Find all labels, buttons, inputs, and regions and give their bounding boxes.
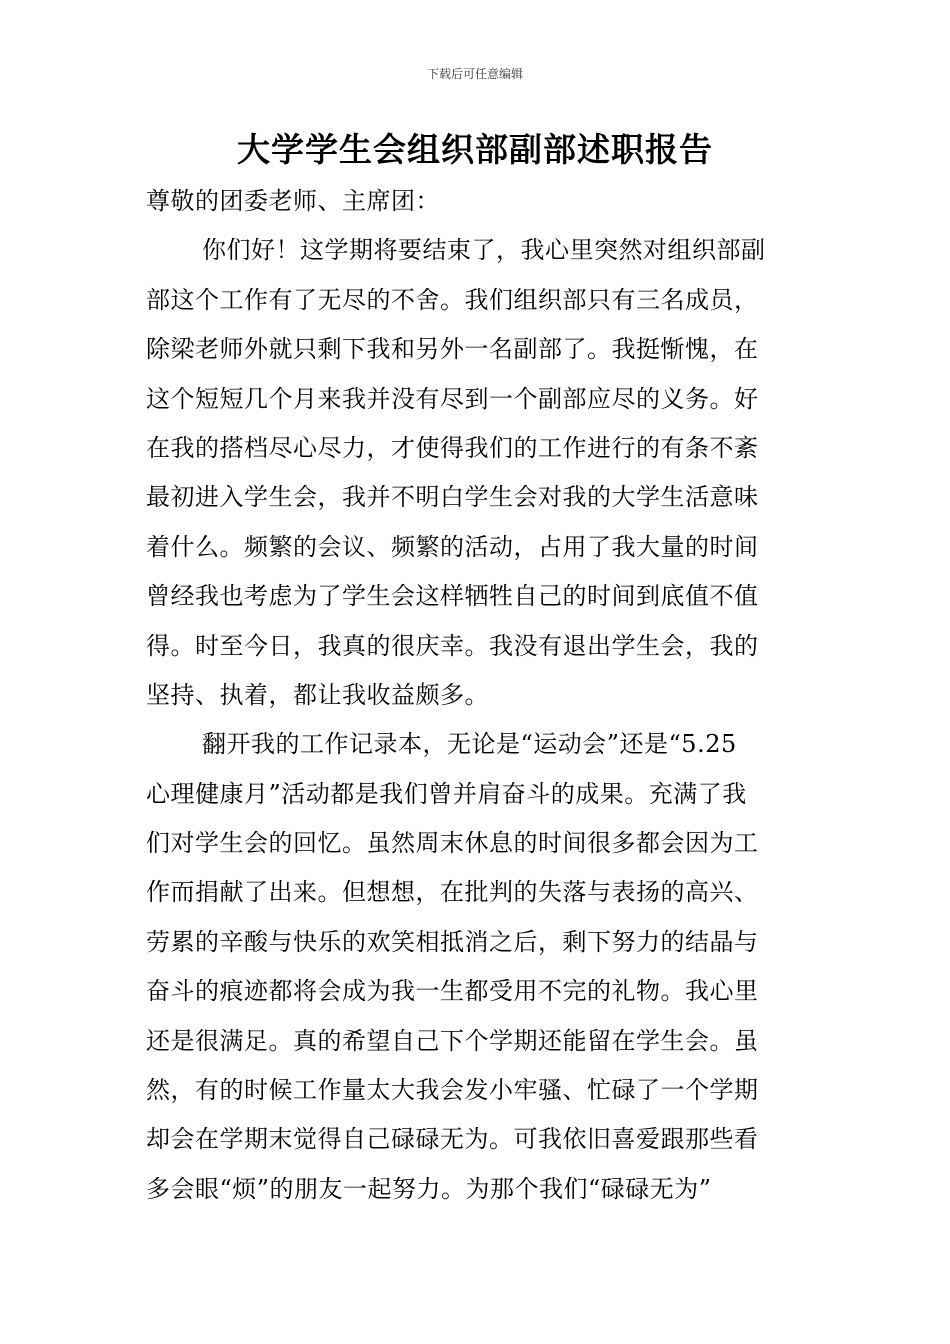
body-line: 却会在学期末觉得自己碌碌无为。可我依旧喜爱跟那些看: [146, 1125, 759, 1154]
body-line: 曾经我也考虑为了学生会这样牺牲自己的时间到底值不值: [146, 582, 759, 611]
body-line: 这个短短几个月来我并没有尽到一个副部应尽的义务。好: [146, 384, 759, 413]
body-line: 坚持、执着，都让我收益颇多。: [146, 680, 489, 709]
body-line: 作而捐献了出来。但想想，在批判的失落与表扬的高兴、: [146, 878, 759, 907]
body-line: 在我的搭档尽心尽力，才使得我们的工作进行的有条不紊: [146, 433, 759, 462]
body-line: 还是很满足。真的希望自己下个学期还能留在学生会。虽: [146, 1026, 759, 1055]
body-line: 奋斗的痕迹都将会成为我一生都受用不完的礼物。我心里: [146, 977, 759, 1006]
body-line: 你们好！这学期将要结束了，我心里突然对组织部副: [202, 236, 766, 265]
body-line: 然，有的时候工作量太大我会发小牢骚、忙碌了一个学期: [146, 1076, 759, 1105]
body-line: 心理健康月”活动都是我们曾并肩奋斗的成果。充满了我: [146, 779, 747, 808]
body-line: 们对学生会的回忆。虽然周末休息的时间很多都会因为工: [146, 829, 759, 858]
body-line: 劳累的辛酸与快乐的欢笑相抵消之后，剩下努力的结晶与: [146, 927, 759, 956]
body-line: 着什么。频繁的会议、频繁的活动，占用了我大量的时间: [146, 532, 759, 561]
body-line: 除梁老师外就只剩下我和另外一名副部了。我挺惭愧，在: [146, 335, 759, 364]
body-line: 翻开我的工作记录本，无论是“运动会”还是“5.25: [202, 730, 737, 759]
document-body: [146, 177, 806, 1214]
body-line: 最初进入学生会，我并不明白学生会对我的大学生活意味: [146, 483, 759, 512]
body-line: 得。时至今日，我真的很庆幸。我没有退出学生会，我的: [146, 631, 759, 660]
document-title: 大学学生会组织部副部述职报告: [237, 130, 713, 169]
body-line: 多会眼“烦”的朋友一起努力。为那个我们“碌碌无为”: [146, 1174, 712, 1203]
body-line: 部这个工作有了无尽的不舍。我们组织部只有三名成员，: [146, 285, 759, 314]
header-note: 下载后可任意编辑: [426, 67, 523, 81]
body-line: 尊敬的团委老师、主席团：: [146, 187, 440, 215]
